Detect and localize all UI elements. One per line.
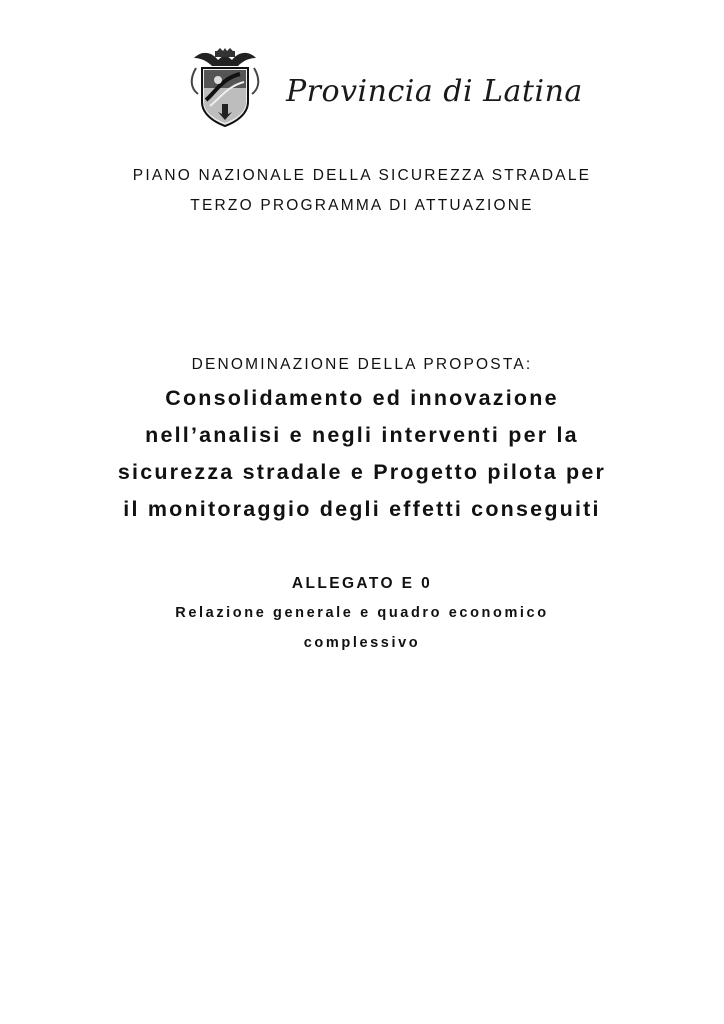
proposal-title-line: il monitoraggio degli effetti conseguiti (123, 497, 601, 521)
province-name: Provincia di Latina (286, 74, 583, 109)
proposal-title-line: nell’analisi e negli interventi per la (145, 423, 579, 447)
attachment-subtitle-line: Relazione generale e quadro economico (175, 605, 549, 621)
plan-title: PIANO NAZIONALE DELLA SICUREZZA STRADALE (132, 167, 592, 184)
proposal-title-line: Consolidamento ed innovazione (165, 386, 559, 410)
proposal-title (0, 380, 724, 528)
program-title: TERZO PROGRAMMA DI ATTUAZIONE (190, 197, 534, 214)
attachment-subtitle-line: complessivo (303, 635, 421, 651)
proposal-title-line: sicurezza stradale e Progetto pilota per (117, 460, 607, 484)
proposal-label: DENOMINAZIONE DELLA PROPOSTA: (191, 356, 533, 373)
attachment-label: ALLEGATO E 0 (291, 575, 433, 592)
attachment-subtitle (0, 598, 724, 658)
province-logo (188, 48, 583, 128)
province-crest-icon (188, 48, 262, 128)
